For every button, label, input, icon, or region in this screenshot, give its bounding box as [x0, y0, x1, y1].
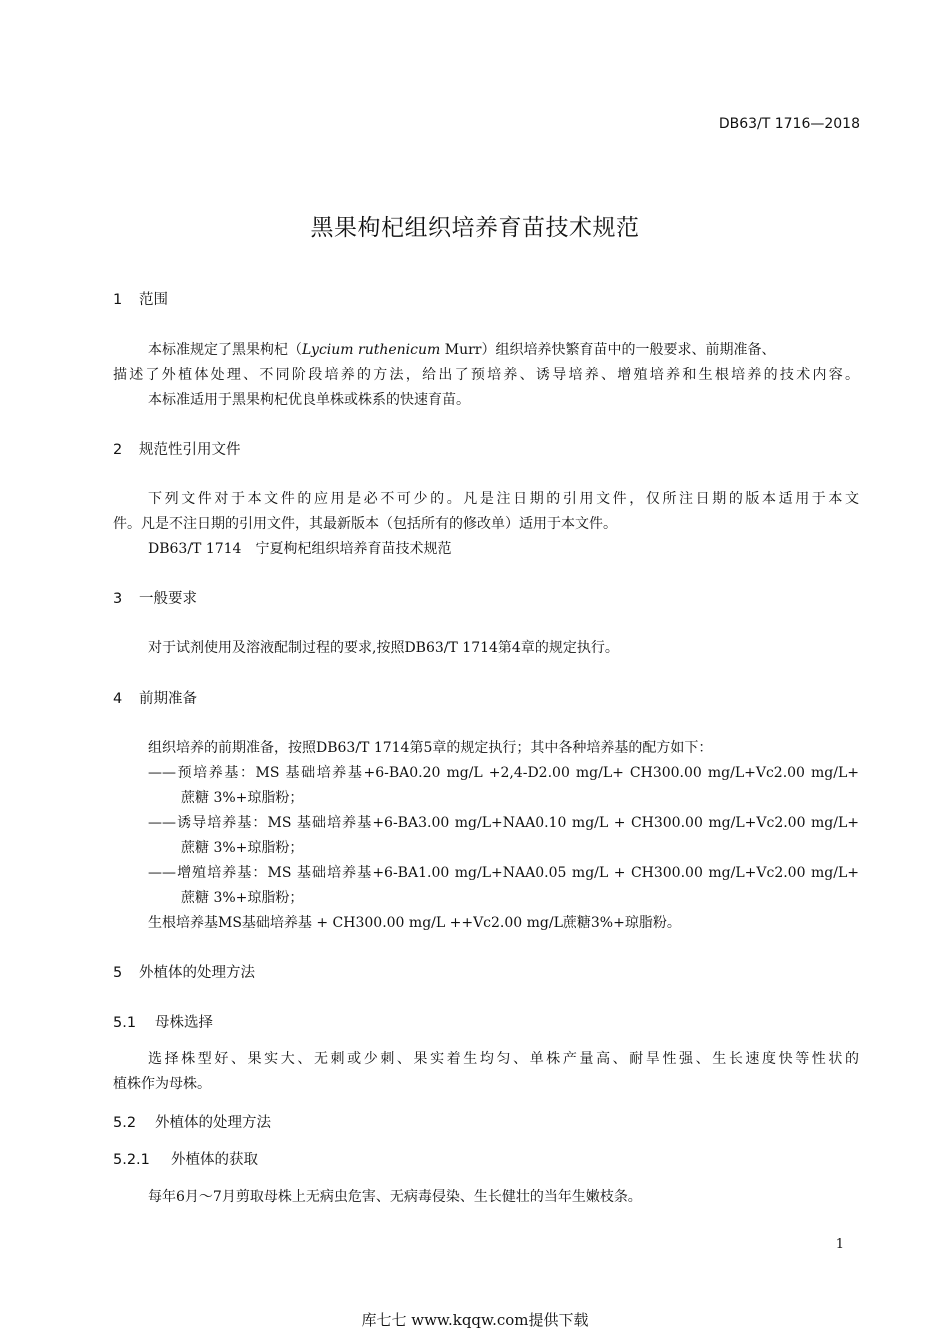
- medium-item-line-2: 蔗糖 3%+琼脂粉；: [181, 890, 304, 906]
- document-code: DB63/T 1716—2018: [718, 116, 860, 132]
- section-3-heading: [113, 587, 197, 608]
- section-1-heading: [113, 288, 168, 309]
- section-number: 2: [113, 442, 123, 458]
- section-5-2-1-heading: [113, 1148, 258, 1169]
- medium-item-line-1: ——诱导培养基：MS 基础培养基+6-BA3.00 mg/L+NAA0.10 mg/L + CH300.00 mg/L+Vc2.00 mg/L+: [148, 815, 859, 831]
- section-number: 3: [113, 591, 123, 607]
- section-number: 5.2: [113, 1115, 137, 1131]
- section-title: 外植体的处理方法: [139, 965, 255, 981]
- section-1-paragraph-2: 本标准适用于黑果枸杞优良单株或株系的快速育苗。: [148, 392, 470, 408]
- section-title: 外植体的处理方法: [155, 1115, 271, 1131]
- download-footer: 库七七 www.kqqw.com提供下载: [361, 1311, 589, 1329]
- section-title: 前期准备: [139, 691, 197, 707]
- section-5-1-heading: [113, 1011, 213, 1032]
- section-5-2-heading: [113, 1111, 271, 1132]
- section-number: 5.1: [113, 1015, 137, 1031]
- section-2-paragraph-line-1: 下列文件对于本文件的应用是必不可少的。凡是注日期的引用文件，仅所注日期的版本适用于本文: [148, 491, 859, 507]
- text-fragment: 本标准规定了黑果枸杞（: [148, 342, 302, 358]
- section-4-heading: [113, 687, 197, 708]
- section-number: 1: [113, 292, 123, 308]
- section-title: 母株选择: [155, 1015, 213, 1031]
- section-5-1-paragraph-line-1: 选择株型好、果实大、无刺或少刺、果实着生均匀、单株产量高、耐旱性强、生长速度快等性状的: [148, 1051, 859, 1067]
- section-title: 外植体的获取: [171, 1152, 258, 1168]
- medium-item-line-1: ——增殖培养基：MS 基础培养基+6-BA1.00 mg/L+NAA0.05 mg/L + CH300.00 mg/L+Vc2.00 mg/L+: [148, 865, 859, 881]
- medium-item-line-1: ——预培养基：MS 基础培养基+6-BA0.20 mg/L +2,4-D2.00 mg/L+ CH300.00 mg/L+Vc2.00 mg/L+: [148, 765, 859, 781]
- section-3-paragraph: 对于试剂使用及溶液配制过程的要求,按照DB63/T 1714第4章的规定执行。: [148, 640, 619, 656]
- latin-name: Lycium ruthenicum: [302, 342, 441, 358]
- section-5-heading: [113, 961, 255, 982]
- section-number: 5: [113, 965, 123, 981]
- section-2-heading: [113, 438, 241, 459]
- section-5-2-1-paragraph: 每年6月～7月剪取母株上无病虫危害、无病毒侵染、生长健壮的当年生嫩枝条。: [148, 1189, 642, 1205]
- section-5-1-paragraph-line-2: 植株作为母株。: [113, 1076, 211, 1092]
- section-1-paragraph-1-line-2: 描述了外植体处理、不同阶段培养的方法，给出了预培养、诱导培养、增殖培养和生根培养的技术内容。: [113, 367, 859, 383]
- page-title: 黑果枸杞组织培养育苗技术规范: [310, 215, 640, 241]
- section-number: 4: [113, 691, 123, 707]
- section-number: 5.2.1: [113, 1152, 150, 1168]
- text-fragment: Murr）组织培养快繁育苗中的一般要求、前期准备、: [440, 342, 776, 358]
- medium-item-line-2: 蔗糖 3%+琼脂粉；: [181, 840, 304, 856]
- page-number: 1: [835, 1237, 844, 1252]
- section-4-paragraph: 组织培养的前期准备，按照DB63/T 1714第5章的规定执行；其中各种培养基的配方如下：: [148, 740, 713, 756]
- section-1-paragraph-1-line-1: [148, 339, 775, 359]
- medium-item-line-2: 蔗糖 3%+琼脂粉；: [181, 790, 304, 806]
- section-title: 范围: [139, 292, 168, 308]
- normative-reference: DB63/T 1714 宁夏枸杞组织培养育苗技术规范: [148, 541, 452, 557]
- rooting-medium-paragraph: 生根培养基MS基础培养基 + CH300.00 mg/L ++Vc2.00 mg/L蔗糖3%+琼脂粉。: [148, 915, 681, 931]
- section-title: 规范性引用文件: [139, 442, 241, 458]
- section-title: 一般要求: [139, 591, 197, 607]
- section-2-paragraph-line-2: 件。凡是不注日期的引用文件，其最新版本（包括所有的修改单）适用于本文件。: [113, 516, 617, 532]
